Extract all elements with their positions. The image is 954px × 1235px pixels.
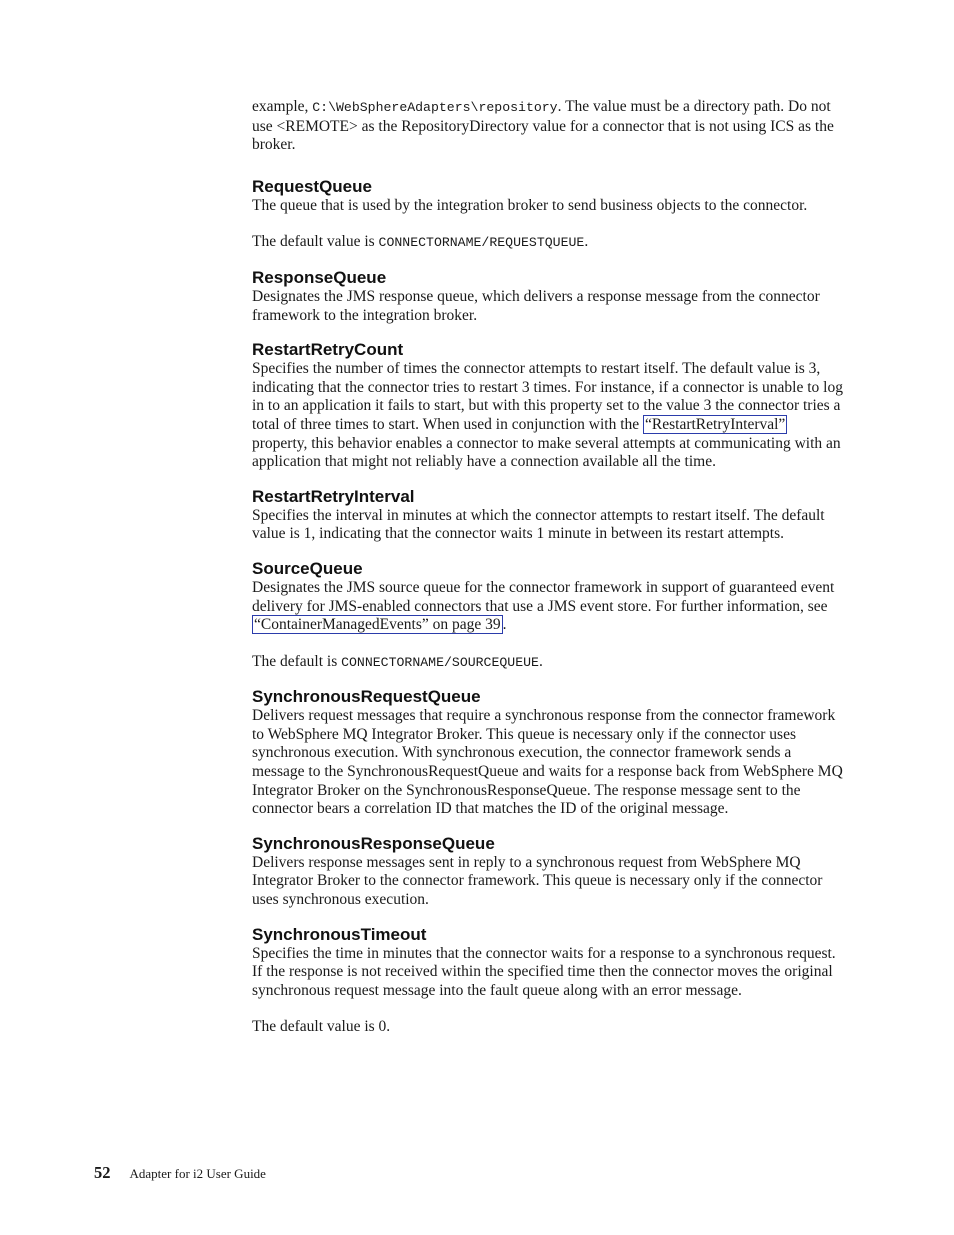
synchronousrequestqueue-description: Delivers request messages that require a synchronous response from the connector framework to WebSphere MQ Integrator Broker. This queue is necessary only if the connector uses synchronous execution. With synchronous execution, the connector framework sends a message to the SynchronousRequestQueue and waits for a response back from WebSphere MQ Integrator Broker on the SynchronousResponseQueue. The response message sent to the connector bears a correlation ID that matches the ID of the original message.: [252, 707, 843, 818]
sourcequeue-default-code: CONNECTORNAME/SOURCEQUEUE: [341, 654, 539, 670]
intro-text: example,: [252, 98, 313, 115]
restartretrycount-text-2: property, this behavior enables a connector to make several attempts at communicating with an application that might not reliably have a connection available all the time.: [252, 434, 841, 471]
requestqueue-default-code: CONNECTORNAME/REQUESTQUEUE: [378, 235, 585, 251]
page-number: 52: [94, 1163, 111, 1182]
heading-synchronousrequestqueue: SynchronousRequestQueue: [252, 687, 481, 707]
heading-responsequeue: ResponseQueue: [252, 267, 387, 287]
period: .: [584, 233, 589, 251]
period: .: [502, 616, 507, 634]
responsequeue-description: Designates the JMS response queue, which delivers a response message from the connector framework to the integration broker.: [252, 287, 820, 324]
heading-requestqueue: RequestQueue: [252, 176, 372, 196]
synchronoustimeout-default: The default value is 0.: [252, 1018, 391, 1036]
heading-restartretryinterval: RestartRetryInterval: [252, 486, 415, 506]
heading-restartretrycount: RestartRetryCount: [252, 340, 404, 360]
requestqueue-default: [252, 233, 844, 253]
default-label: The default value is: [252, 233, 379, 251]
sourcequeue-text: Designates the JMS source queue for the connector framework in support of guaranteed event delivery for JMS-enabled connectors that use a JMS event store. For further information, see: [252, 578, 835, 615]
page-body: [252, 98, 844, 1037]
synchronousresponsequeue-description: Delivers response messages sent in reply to a synchronous request from WebSphere MQ Integrator Broker to the connector framework. This queue is necessary only if the connector uses synchronous execution.: [252, 853, 823, 909]
document-title: Adapter for i2 User Guide: [129, 1166, 266, 1181]
sourcequeue-description: [252, 579, 844, 635]
default-label: The default is: [252, 652, 342, 670]
heading-sourcequeue: SourceQueue: [252, 558, 363, 578]
repository-path-code: C:\WebSphereAdapters\repository: [312, 100, 558, 115]
heading-synchronousresponsequeue: SynchronousResponseQueue: [252, 833, 495, 853]
restartretryinterval-description: Specifies the interval in minutes at which the connector attempts to restart itself. The default value is 1, indicating that the connector waits 1 minute in between its restart attempts.: [252, 506, 825, 543]
requestqueue-description: The queue that is used by the integration broker to send business objects to the connector.: [252, 196, 808, 214]
heading-synchronoustimeout: SynchronousTimeout: [252, 924, 427, 944]
restartretryinterval-link[interactable]: “RestartRetryInterval”: [645, 415, 786, 433]
restartretrycount-description: [252, 360, 844, 472]
period: .: [538, 652, 543, 670]
synchronoustimeout-description: Specifies the time in minutes that the connector waits for a response to a synchronous request. If the response is not received within the specified time then the connector moves the original synchronous request message into the fault queue along with an error message.: [252, 944, 836, 999]
restartretrycount-text: Specifies the number of times the connector attempts to restart itself. The default value is 3, indicating that the connector tries to restart 3 times. For instance, if a connector is unable to log in to an application it fails to start, but with this property set to the value 3 the connector tries a total of three times to start. When used in conjunction with the: [252, 360, 843, 433]
intro-text-2: . The value must be a directory path. Do not use <REMOTE> as the RepositoryDirectory value for a connector that is not using ICS as the broker.: [252, 98, 834, 154]
page-footer: [94, 1163, 266, 1183]
sourcequeue-default: [252, 653, 844, 673]
containermanagedevents-link[interactable]: “ContainerManagedEvents” on page 39: [254, 616, 501, 634]
intro-paragraph: [252, 98, 844, 155]
